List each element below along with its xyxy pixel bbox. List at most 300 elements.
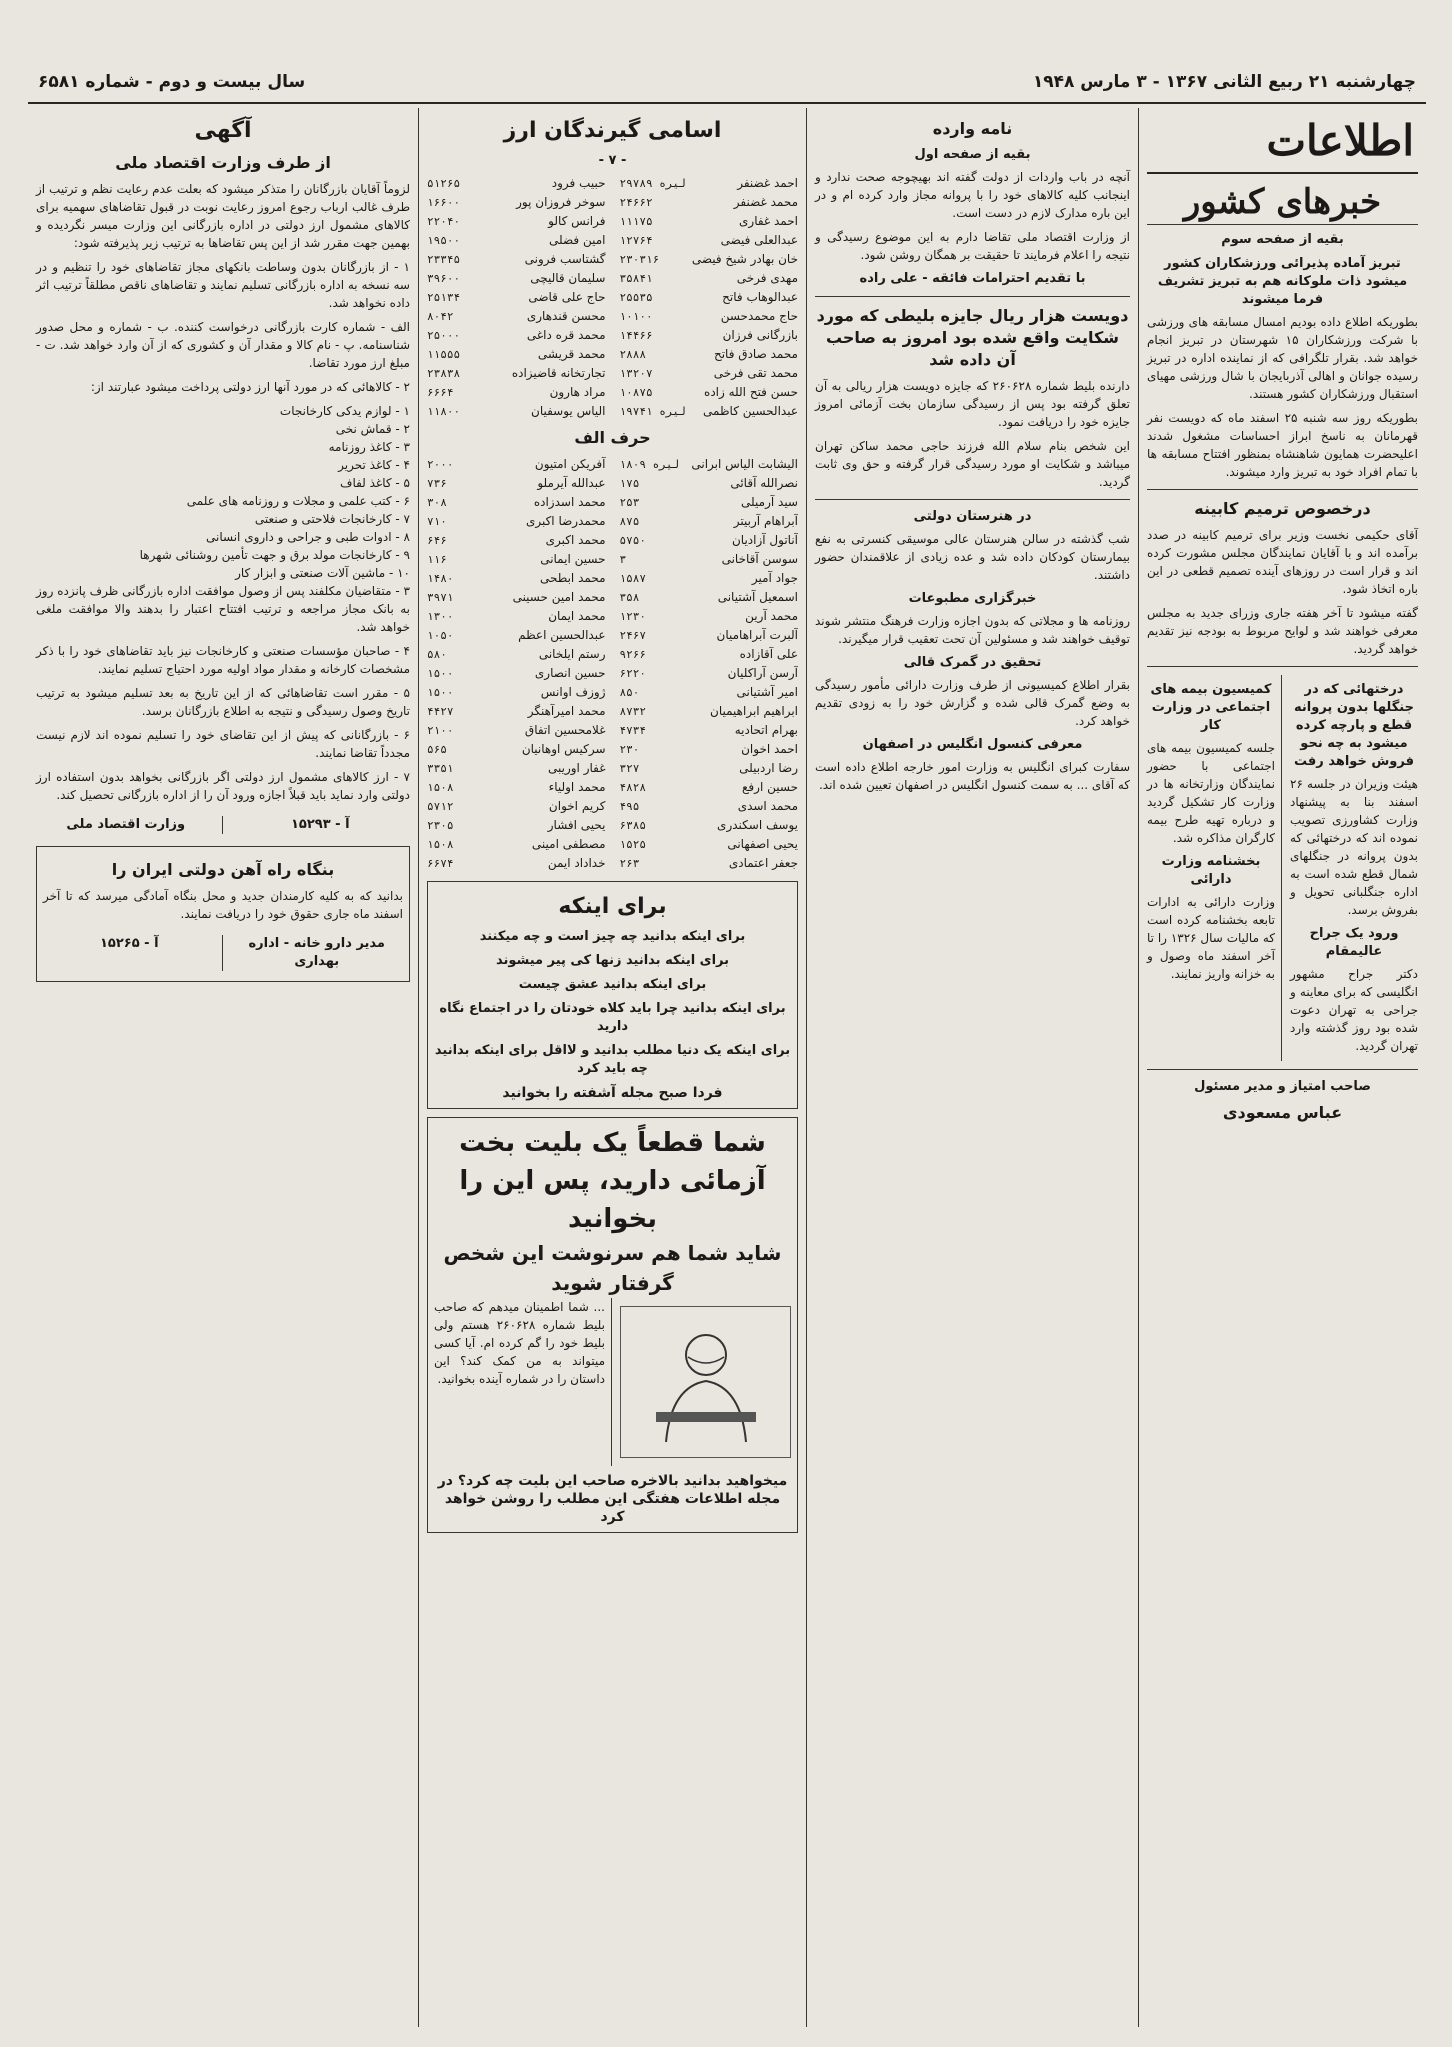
entry-name: عبدالحسین اعظم: [518, 628, 606, 642]
paragraph: ۵ - مقرر است تقاضاهائی که از این تاریخ به بعد تسلیم میشود به ترتیب تاریخ وصول رسیدگی و نتیجه به اطلاع بازرگانان برسد.: [36, 686, 410, 718]
names-group-d: [427, 455, 606, 873]
goods-list-item: ۳ - کاغذ روزنامه: [328, 440, 410, 454]
heading-press: خبرگزاری مطبوعات: [908, 591, 1037, 606]
name-entry: [620, 231, 799, 250]
masthead: [28, 62, 1426, 104]
entry-amount: ۵۱۲۶۵: [427, 177, 461, 190]
entry-name: مهدی فرخی: [736, 271, 798, 285]
entry-amount: ۱۵۰۰: [427, 686, 454, 699]
entry-name: امیر آشتیانی: [736, 685, 798, 699]
entry-amount: ۱۱۶: [427, 553, 447, 566]
entry-name: غفار اوریبی: [548, 761, 606, 775]
goods-list-item: ۶ - کتب علمی و مجلات و روزنامه های علمی: [186, 494, 410, 508]
heading-insurance: کمیسیون بیمه های اجتماعی در وزارت کار: [1150, 682, 1272, 733]
ad-line: برای اینکه یک دنیا مطلب بدانید و لااقل برای اینکه بدانید چه باید کرد: [434, 1043, 791, 1076]
heading-alef: حرف الف: [574, 428, 651, 447]
entry-name: فرانس کالو: [548, 214, 606, 228]
entry-amount: ۶۲۲۰: [619, 667, 646, 680]
name-entry: [427, 759, 606, 778]
name-entry: [620, 664, 799, 683]
entry-name: غلامحسین اتفاق: [524, 723, 606, 737]
paragraph: الف - شماره کارت بازرگانی درخواست کننده. ب - شماره و محل صدور شناسنامه. پ - نام کالا و مقدار آن و کشوری که از آن وارد خواهد شد. ت - مبلغ ارز مورد تقاضا.: [36, 320, 410, 370]
entry-amount: ۸۰۴۲: [427, 310, 454, 323]
entry-name: سوخر فروزان پور: [516, 195, 606, 209]
entry-amount: ۴۴۲۷: [427, 705, 454, 718]
goods-list-item: ۱۰ - ماشین آلات صنعتی و ابزار کار: [235, 566, 410, 580]
name-entry: [620, 626, 799, 645]
name-entry: [620, 174, 799, 193]
entry-amount: ۲۴۶۷: [619, 629, 646, 642]
entry-name: بهرام اتحادیه: [734, 723, 798, 737]
names-group-c: [620, 455, 799, 873]
entry-name: آفریکن امتیون: [534, 457, 606, 471]
name-entry: [620, 250, 799, 269]
entry-amount: ۷۱۰: [427, 515, 447, 528]
entry-amount: ۱۹۵۰۰: [427, 234, 461, 247]
entry-name: احمد غفاری: [739, 214, 798, 228]
entry-name: امین فضلی: [549, 233, 606, 247]
entry-name: ژوزف اوانس: [540, 685, 606, 699]
entry-amount: ۳۹۶۰۰: [427, 272, 461, 285]
rail-footer-right: مدیر دارو خانه - اداره بهداری: [248, 936, 385, 969]
name-entry: [620, 550, 799, 569]
entry-name: محمد اسدی: [737, 799, 798, 813]
masthead-issue: سال بیست و دوم - شماره ۶۵۸۱: [38, 72, 306, 92]
entry-name: مصطفی امینی: [531, 837, 606, 851]
name-entry: [620, 288, 799, 307]
entry-amount: ۴۸۲۸: [619, 781, 646, 794]
entry-amount: ۲۵۵۳۵: [619, 291, 653, 304]
name-entry: [427, 402, 606, 421]
name-entry: [427, 569, 606, 588]
name-entry: [427, 288, 606, 307]
entry-name: محمد امین حسینی: [512, 590, 606, 604]
entry-amount: ۱۷۵: [619, 477, 640, 490]
entry-amount: ۲۵۱۳۴: [427, 291, 461, 304]
name-entry: [427, 683, 606, 702]
name-entry: [620, 474, 799, 493]
name-entry: [427, 797, 606, 816]
heading-currency-recipients: اسامی گیرندگان ارز: [503, 118, 722, 143]
newspaper-logo: اطلاعات: [1147, 112, 1418, 174]
entry-name: احمد غضنفر: [737, 176, 798, 190]
paragraph: این شخص بنام سلام الله فرزند حاجی محمد ساکن تهران میباشد و شکایت او مورد رسیدگی قرار گرفته و حق وی ثابت گردید.: [815, 439, 1130, 489]
ad-line: برای اینکه بدانید چه چیز است و چه میکنند: [479, 929, 746, 944]
column-news: [1138, 108, 1426, 2027]
entry-amount: ۵۸۰: [427, 648, 447, 661]
paragraph: ۳ - متقاضیان مکلفند پس از وصول موافقت اداره بازرگانی ظرف پانزده روز به بانک مجاز مراجعه و ترتیب افتتاح اعتبار را بدهند والا موافقت ملغی خواهد شد.: [36, 584, 410, 634]
entry-amount: ۴۷۳۴: [619, 724, 646, 737]
part-number: - ۷ -: [598, 153, 627, 168]
entry-amount: ۲۳۰۳۱۶: [619, 253, 660, 266]
heading-prize: دویست هزار ریال جایزه بلیطی که مورد شکایت واقع شده بود امروز به صاحب آن داده شد: [816, 306, 1129, 369]
ad-lottery: [427, 1117, 798, 1533]
name-entry: [427, 854, 606, 873]
name-entry: [427, 474, 606, 493]
entry-amount: ۱۵۰۸: [427, 781, 454, 794]
entry-amount: ۱۵۰۸: [427, 838, 454, 851]
paragraph: دارنده بلیط شماره ۲۶۰۶۲۸ که جایزه دویست هزار ریالی به آن تعلق گرفته بود پس از رسیدگی سازمان بخت آزمائی امروز جایزه خود را دریافت نمود.: [815, 379, 1130, 429]
heading-notice: آگهی: [194, 118, 252, 143]
entry-name: محمد اولیاء: [548, 780, 606, 794]
entry-name: کریم اخوان: [548, 799, 606, 813]
name-entry: [620, 759, 799, 778]
entry-amount: ۱۵۸۷: [619, 572, 646, 585]
entry-name: گشتاسب فرونی: [524, 252, 606, 266]
entry-amount: ۲۲۰۴۰: [427, 215, 461, 228]
paragraph: بطوریکه روز سه شنبه ۲۵ اسفند ماه که دویست نفر قهرمانان به ناسخ ابراز احساسات مشغول شدند اعلیحضرت همایون شاهنشاه بمنظور افتتاح مسابقه ها با تمام افراد خود به تبریز وارد میشوند.: [1147, 411, 1418, 479]
name-entry: [427, 193, 606, 212]
entry-amount: ۲۵۳: [619, 496, 640, 509]
entry-amount: ۲۰۰۰: [427, 458, 454, 471]
name-entry: [427, 231, 606, 250]
entry-amount: ۶۴۶: [427, 534, 447, 547]
lottery-ad-footer: میخواهید بدانید بالاخره صاحب این بلیت چه کرد؟ در مجله اطلاعات هفتگی این مطلب را روشن خواهد کرد: [437, 1473, 788, 1525]
goods-list-item: ۴ - کاغذ تحریر: [338, 458, 410, 472]
heading-letters: نامه وارده: [932, 119, 1013, 138]
goods-list-item: ۲ - قماش نخی: [335, 422, 410, 436]
entry-amount: ۲۸۸۸: [619, 348, 646, 361]
heading-cabinet: درخصوص ترمیم کابینه: [1194, 499, 1371, 518]
name-entry: [620, 193, 799, 212]
name-entry: [427, 778, 606, 797]
entry-name: الیاس یوسفیان: [531, 404, 606, 418]
entry-name: سلیمان قالیچی: [530, 271, 606, 285]
entry-name: حسین انصاری: [534, 666, 606, 680]
entry-amount: ۱۵۲۵: [619, 838, 646, 851]
name-entry: [427, 531, 606, 550]
names-group-b: [427, 174, 606, 421]
name-entry: [620, 493, 799, 512]
entry-amount: ۱۶۶۰۰: [427, 196, 461, 209]
entry-name: سوسن آقاخانی: [721, 552, 798, 566]
column-currency-recipients: [418, 108, 806, 2027]
entry-amount: ۸۷۵: [619, 515, 640, 528]
illustration-man-icon: [636, 1317, 776, 1447]
entry-amount: ۱۱۱۷۵: [619, 215, 653, 228]
entry-name: جعفر اعتمادی: [728, 856, 798, 870]
entry-amount: ۱۳۲۰۷: [619, 367, 653, 380]
paragraph: وزارت دارائی به ادارات تابعه بخشنامه کرده است که مالیات سال ۱۳۲۶ را تا آخر اسفند ماه وصول و به خزانه واریز نمایند.: [1147, 895, 1275, 981]
entry-name: الیشابت الیاس ابرانی: [691, 457, 798, 471]
entry-amount: ۶۳۸۵: [619, 819, 646, 832]
entry-amount: ۱۴۸۰: [427, 572, 454, 585]
paragraph: شب گذشته در سالن هنرستان عالی موسیقی کنسرتی به نفع بیمارستان کودکان داده شد و عده زیادی از علاقمندان حضور داشتند.: [815, 532, 1130, 582]
name-entry: [620, 588, 799, 607]
entry-amount: ۲۳۰: [619, 743, 640, 756]
entry-amount: ۱۰۵۰: [427, 629, 454, 642]
entry-name: رضا اردبیلی: [739, 761, 798, 775]
masthead-date: چهارشنبه ۲۱ ربیع الثانی ۱۳۶۷ - ۳ مارس ۱۹۴۸: [1032, 72, 1416, 92]
entry-amount: ۶۶۷۴: [427, 857, 454, 870]
name-entry: [427, 269, 606, 288]
lottery-ad-title: شما قطعاً یک بلیت بخت آزمائی دارید، پس این را بخوانید: [459, 1128, 766, 1234]
goods-list-item: ۸ - ادوات طبی و جراحی و داروی انسانی: [206, 530, 410, 544]
name-entry: [427, 645, 606, 664]
entry-amount: ۵۷۱۲: [427, 800, 454, 813]
entry-name: یحیی اصفهانی: [727, 837, 798, 851]
entry-amount: ۲۹۷۸۹ لیره: [619, 177, 686, 190]
goods-list-item: ۵ - کاغذ لفاف: [340, 476, 410, 490]
paragraph: هیئت وزیران در جلسه ۲۶ اسفند بنا به پیشنهاد وزارت کشاورزی تصویب نموده اند که درختهائی که بدون پروانه در جنگلهای شمال قطع شده است به اداره جنگلبانی تحویل و بفروش برسد.: [1290, 777, 1418, 917]
entry-name: نصرالله آقائی: [730, 476, 798, 490]
entry-amount: ۱۲۳۰: [619, 610, 646, 623]
entry-name: آلبرت آبراهامیان: [716, 628, 798, 642]
ad-footer: فردا صبح مجله آشفته را بخوانید: [502, 1085, 723, 1101]
entry-name: حاج علی قاضی: [528, 290, 606, 304]
name-entry: [427, 455, 606, 474]
entry-name: محمد قره داغی: [526, 328, 606, 342]
name-entry: [427, 345, 606, 364]
name-entry: [427, 383, 606, 402]
ad-line: برای اینکه بدانید زنها کی پیر میشوند: [495, 953, 730, 968]
name-entry: [427, 664, 606, 683]
name-entry: [427, 816, 606, 835]
headline-country-news: خبرهای کشور: [1147, 180, 1418, 225]
name-entry: [427, 174, 606, 193]
entry-amount: ۳۳۵۱: [427, 762, 454, 775]
name-entry: [620, 702, 799, 721]
name-entry: [620, 816, 799, 835]
rail-footer-left: آ - ۱۵۲۶۵: [43, 935, 223, 971]
name-entry: [620, 326, 799, 345]
paragraph: بقرار اطلاع کمیسیونی از طرف وزارت دارائی مأمور رسیدگی به وضع گمرک قالی شده و گزارش خود را به زودی تقدیم خواهد کرد.: [815, 678, 1130, 728]
entry-amount: ۱۹۷۴۱ لیره: [619, 405, 686, 418]
entry-name: حسن فتح الله زاده: [704, 385, 798, 399]
entry-amount: ۴۹۵: [619, 800, 640, 813]
name-entry: [427, 607, 606, 626]
paragraph: گفته میشود تا آخر هفته جاری وزرای جدید به مجلس معرفی خواهند شد و لوایح مربوط به بودجه نیز تقدیم خواهد گردید.: [1147, 606, 1418, 656]
name-entry: [427, 493, 606, 512]
entry-name: خداداد ایمن: [547, 856, 606, 870]
paragraph: بطوریکه اطلاع داده بودیم امسال مسابقه های ورزشی با شرکت ورزشکاران ۱۵ شهرستان در تبریز انجام خواهد شد. بقرار تلگرافی که از نماینده اداره در تبریز رسیده جوانان و اهالی آذربایجان با شال ورزشی مهیای استقبال ورزشکاران کشور هستند.: [1147, 315, 1418, 401]
notice-reference: آ - ۱۵۲۹۳: [290, 817, 350, 832]
entry-amount: ۲۱۰۰: [427, 724, 454, 737]
entry-name: رستم ایلخانی: [538, 647, 606, 661]
entry-name: عبدالحسین کاظمی: [703, 404, 798, 418]
entry-amount: ۳۵۸: [619, 591, 640, 604]
names-group-a: [620, 174, 799, 421]
heading-customs: تحقیق در گمرک قالی: [903, 655, 1042, 670]
entry-name: یحیی افشار: [547, 818, 606, 832]
entry-amount: ۱۵۰۰: [427, 667, 454, 680]
entry-name: محمد اسدزاده: [533, 495, 606, 509]
signature-title: صاحب امتیاز و مدیر مسئول: [1194, 1079, 1371, 1094]
name-entry: [620, 854, 799, 873]
entry-name: محمد صادق فاتح: [713, 347, 798, 361]
entry-amount: ۷۳۶: [427, 477, 447, 490]
heading-ministry: از طرف وزارت اقتصاد ملی: [115, 153, 331, 172]
entry-name: مراد هارون: [549, 385, 606, 399]
entry-amount: ۲۳۰۵: [427, 819, 454, 832]
letter-signoff: با تقدیم احترامات فائقه - علی راده: [859, 271, 1086, 286]
name-entry: [427, 512, 606, 531]
entry-amount: ۳: [619, 553, 627, 566]
entry-name: محمد ابطحی: [540, 571, 606, 585]
entry-name: محمد قریشی: [537, 347, 606, 361]
entry-name: عبدالعلی فیضی: [720, 233, 798, 247]
name-entry: [427, 364, 606, 383]
entry-name: خان بهادر شیخ فیضی: [691, 252, 798, 266]
entry-amount: ۱۴۴۶۶: [619, 329, 653, 342]
entry-amount: ۳۹۷۱: [427, 591, 454, 604]
entry-name: عبدالوهاب فاتح: [722, 290, 798, 304]
newspaper-page: [28, 62, 1426, 2027]
column-notice: [28, 108, 418, 2027]
name-entry: [620, 645, 799, 664]
ad-title: برای اینکه: [558, 894, 667, 919]
name-entry: [620, 269, 799, 288]
entry-name: محمد غضنفر: [733, 195, 798, 209]
name-entry: [620, 569, 799, 588]
paragraph: از وزارت اقتصاد ملی تقاضا دارم به این موضوع رسیدگی و نتیجه را اعلام فرمایند تا حقیقت بر همگان روشن شود.: [815, 230, 1130, 262]
entry-name: محمد تقی فرخی: [713, 366, 798, 380]
subheading-tabriz: تبریز آماده پذیرائی ورزشکاران کشور میشود ذات ملوکانه هم به تبریز تشریف فرما میشوند: [1157, 256, 1408, 307]
entry-amount: ۳۰۸: [427, 496, 447, 509]
name-entry: [427, 835, 606, 854]
entry-name: محمد اکبری: [545, 533, 606, 547]
name-entry: [620, 531, 799, 550]
name-entry: [620, 607, 799, 626]
paragraph: آنچه در باب واردات از دولت گفته اند بهیچوجه صحت ندارد و اینجانب کلیه کالاهای خود را با پروانه مجاز وارد کرده ام و در این باره مدارک لازم در دست است.: [815, 170, 1130, 220]
lottery-ad-subtitle: شاید شما هم سرنوشت این شخص گرفتار شوید: [443, 1241, 782, 1295]
name-entry: [620, 345, 799, 364]
name-entry: [620, 455, 799, 474]
entry-amount: ۲۳۳۴۵: [427, 253, 461, 266]
entry-name: یوسف اسکندری: [717, 818, 798, 832]
name-entry: [620, 835, 799, 854]
entry-amount: ۱۱۵۵۵: [427, 348, 461, 361]
name-entry: [427, 212, 606, 231]
entry-name: محمد آرین: [745, 609, 798, 623]
entry-name: حاج محمدحسن: [720, 309, 798, 323]
name-entry: [620, 778, 799, 797]
entry-name: آبراهام آربیتر: [733, 514, 798, 528]
continued-note: بقیه از صفحه اول: [914, 147, 1031, 162]
entry-name: ابراهیم ابراهیمیان: [710, 704, 798, 718]
entry-amount: ۱۰۸۷۵: [619, 386, 653, 399]
name-entry: [427, 250, 606, 269]
entry-name: محمد ایمان: [548, 609, 606, 623]
name-entry: [427, 588, 606, 607]
column-letters: [806, 108, 1138, 2027]
name-entry: [620, 721, 799, 740]
name-entry: [427, 721, 606, 740]
entry-name: تجارتخانه قاضیزاده: [511, 366, 606, 380]
entry-name: عبدالله آیرملو: [537, 476, 606, 490]
continued-note: بقیه از صفحه سوم: [1221, 232, 1344, 247]
entry-amount: ۲۴۶۶۲: [619, 196, 653, 209]
paragraph: روزنامه ها و مجلاتی که بدون اجازه وزارت فرهنگ منتشر شوند توقیف خواهند شد و مسئولین آن تحت تعقیب قرار میگیرند.: [815, 614, 1130, 646]
name-entry: [427, 626, 606, 645]
entry-amount: ۲۵۰۰۰: [427, 329, 461, 342]
names-list-top: [427, 174, 798, 421]
name-entry: [620, 740, 799, 759]
heading-rail: بنگاه راه آهن دولتی ایران را: [111, 860, 335, 879]
goods-list-item: ۱ - لوازم یدکی کارخانجات: [279, 404, 410, 418]
entry-amount: ۱۸۰۹ لیره: [619, 458, 680, 471]
paragraph: جلسه کمیسیون بیمه های اجتماعی با حضور نمایندگان وزارتخانه ها در وزارت کار تشکیل گردید و درباره تهیه طرح بیمه کارگران مذاکره شد.: [1147, 741, 1275, 845]
name-entry: [620, 683, 799, 702]
entry-name: محمد امیرآهنگر: [527, 704, 606, 718]
name-entry: [620, 212, 799, 231]
name-entry: [620, 307, 799, 326]
entry-name: اسمعیل آشتیانی: [717, 590, 798, 604]
heading-forest: درختهائی که در جنگلها بدون پروانه قطع و پارچه کرده میشود به چه نحو فروش خواهد رفت: [1294, 682, 1414, 769]
entry-name: سید آرمیلی: [741, 495, 798, 509]
name-entry: [620, 512, 799, 531]
name-entry: [620, 383, 799, 402]
name-entry: [427, 326, 606, 345]
paragraph: ۷ - ارز کالاهای مشمول ارز دولتی اگر بازرگانی بخواهد بدون استفاده ارز دولتی وارد نماید باید قبلاً اجازه ورود آن را از اداره بازرگانی تحصیل کند.: [36, 770, 410, 802]
entry-name: محمدرضا اکبری: [525, 514, 606, 528]
entry-name: آناتول آزادیان: [731, 533, 798, 547]
entry-name: احمد اخوان: [741, 742, 798, 756]
rail-notice-box: [36, 846, 410, 982]
name-entry: [620, 402, 799, 421]
entry-amount: ۸۵۰: [619, 686, 640, 699]
entry-name: حبیب فرود: [551, 176, 606, 190]
entry-name: سرکیس اوهانیان: [521, 742, 606, 756]
names-list-alef: [427, 455, 798, 873]
name-entry: [620, 364, 799, 383]
entry-amount: ۵۶۵: [427, 743, 447, 756]
entry-name: علی آقازاده: [739, 647, 798, 661]
heading-hospital: در هنرستان دولتی: [913, 509, 1032, 524]
paragraph: ۲ - کالاهائی که در مورد آنها ارز دولتی پرداخت میشود عبارتند از:: [90, 380, 410, 394]
ad-line: برای اینکه بدانید عشق چیست: [518, 977, 707, 992]
ad-magazine: [427, 881, 798, 1109]
heading-finance: بخشنامه وزارت دارائی: [1161, 854, 1261, 887]
ad-line: برای اینکه بدانید چرا باید کلاه خودتان را در اجتماع نگاه دارید: [439, 1001, 786, 1034]
name-entry: [620, 797, 799, 816]
entry-amount: ۱۰۱۰۰: [619, 310, 653, 323]
heading-consul: معرفی کنسول انگلیس در اصفهان: [862, 737, 1083, 752]
entry-name: حسین ایمانی: [540, 552, 606, 566]
entry-name: حسین ارفع: [742, 780, 798, 794]
goods-list-item: ۷ - کارخانجات فلاحتی و صنعتی: [254, 512, 410, 526]
entry-amount: ۶۶۶۴: [427, 386, 454, 399]
paragraph: سفارت کبرای انگلیس به وزارت امور خارجه اطلاع داده است که آقای ... به سمت کنسول انگلیس در اصفهان تعیین شده اند.: [815, 760, 1130, 792]
entry-amount: ۲۳۸۳۸: [427, 367, 461, 380]
entry-amount: ۹۲۶۶: [619, 648, 646, 661]
entry-name: جواد آمیر: [751, 571, 798, 585]
name-entry: [427, 550, 606, 569]
ad-lines: [434, 928, 791, 1078]
paragraph: لزوماً آقایان بازرگانان را متذکر میشود که بعلت عدم رعایت نظم و ترتیب از طرف غالب ارباب رجوع امروز رعایت نوبت در قبول تقاضاهای سهمیه برای کالاهای مشمول ارز دولتی در اداره بازرگانی این وزارت میسر نگردیده و بهمین جهت مقرر شد از این پس تقاضاها به ترتیب زیر پذیرفته شود:: [36, 182, 410, 250]
entry-amount: ۳۵۸۴۱: [619, 272, 653, 285]
signature-name: عباس مسعودی: [1222, 1103, 1343, 1122]
entry-amount: ۵۷۵۰: [619, 534, 646, 547]
entry-amount: ۱۲۷۶۴: [619, 234, 653, 247]
entry-amount: ۸۷۳۲: [619, 705, 646, 718]
entry-name: محسن قندهاری: [526, 309, 606, 323]
entry-amount: ۳۲۷: [619, 762, 640, 775]
paragraph: آقای حکیمی نخست وزیر برای ترمیم کابینه در صدد برآمده اند و با آقایان نمایندگان مجلس مشورت کرده اند و قرار است در روزهای آینده تصمیم قطعی در این باره اتخاذ شود.: [1147, 528, 1418, 596]
name-entry: [427, 307, 606, 326]
goods-list: [36, 402, 410, 582]
paragraph: ۱ - از بازرگانان بدون وساطت بانکهای مجاز تقاضاهای خود را تنظیم و در سه نسخه به اداره بازرگانی تسلیم نمایند و تقاضاهای ناقص مطلقاً ترتیب اثر داده نخواهد شد.: [36, 260, 410, 310]
goods-list-item: ۹ - کارخانجات مولد برق و جهت تأمین روشنائی شهرها: [139, 548, 410, 562]
entry-amount: ۱۱۸۰۰: [427, 405, 461, 418]
notice-signoff: وزارت اقتصاد ملی: [36, 816, 223, 834]
paragraph: دکتر جراح مشهور انگلیسی که برای معاینه و جراحی به تهران دعوت شده بود روز گذشته وارد تهران گردید.: [1290, 967, 1418, 1053]
entry-amount: ۱۳۰۰: [427, 610, 454, 623]
heading-surgeon: ورود یک جراح عالیمقام: [1309, 926, 1399, 959]
lottery-illustration: [620, 1306, 791, 1458]
entry-name: بازرگانی فرزان: [722, 328, 798, 342]
name-entry: [427, 702, 606, 721]
